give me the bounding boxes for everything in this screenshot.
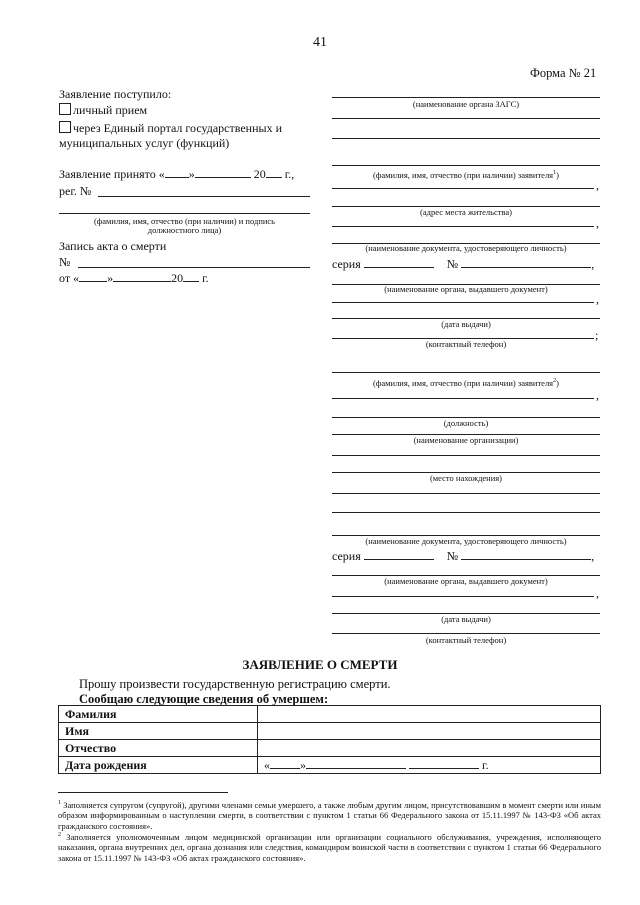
- record-no-field[interactable]: [78, 267, 310, 268]
- official-signature-caption-2: должностного лица): [147, 225, 222, 235]
- phone2-field[interactable]: [332, 633, 600, 634]
- applicant1-field[interactable]: [332, 165, 600, 166]
- reg-field[interactable]: [98, 196, 310, 197]
- table-row: [59, 757, 601, 774]
- row-label: Отчество: [59, 740, 258, 757]
- issuer1-caption: (наименование органа, выдавшего документ): [384, 284, 548, 294]
- name-field[interactable]: [258, 723, 601, 740]
- applicant2-field[interactable]: [332, 372, 600, 373]
- checkbox-personal[interactable]: [59, 103, 71, 115]
- issue-date2-caption: (дата выдачи): [441, 614, 491, 624]
- birthdate-field[interactable]: « » г.: [258, 757, 601, 774]
- org-field-2[interactable]: [332, 455, 600, 456]
- checkbox-portal[interactable]: [59, 121, 71, 133]
- footnote-1: $^1$ Заполняется супругом (супругой), другими членами семьи умершего, а также любым другим лицом, присутствовавшим в момент смерти или иным образом информированным о наступлении смерти, в соответствии с пунктом 1 статьи 66 Федерального закона от 15.11.1997 № 143-ФЗ «Об актах гражданского состояния».: [58, 799, 601, 831]
- org-caption: (наименование организации): [413, 435, 519, 445]
- official-signature-line[interactable]: [59, 213, 310, 214]
- request-text: Прошу произвести государственную регистрацию смерти.: [79, 677, 391, 691]
- zags-field-2[interactable]: [332, 118, 600, 119]
- phone2-caption: (контактный телефон): [425, 635, 507, 645]
- surname-field[interactable]: [258, 706, 601, 723]
- option-portal[interactable]: через Единый портал государственных и: [59, 121, 282, 135]
- footnote-2: $^2$ Заполняется уполномоченным лицом медицинской организации или организации социального обслуживания, учреждения, исполняющего наказания, органа внутренних дел, органа дознания или следствия, командиром воинской части в соответствии с пунктом 1 статьи 66 Федерального закона от 15.11.1997 № 143-ФЗ «Об актах гражданского состояния».: [58, 831, 602, 863]
- option-personal[interactable]: личный прием: [59, 103, 147, 117]
- issuer1-field-2[interactable]: [332, 302, 594, 303]
- phone1-caption: (контактный телефон): [425, 339, 507, 349]
- accepted-month-field[interactable]: [195, 166, 251, 178]
- zags-caption: (наименование органа ЗАГС): [412, 99, 520, 109]
- applicant2-caption: (фамилия, имя, отчество (при наличии) заявителя$^2$): [373, 377, 559, 388]
- location-field-2[interactable]: [332, 493, 600, 494]
- issuer2-field-2[interactable]: [332, 596, 594, 597]
- record-no-label: №: [59, 255, 71, 269]
- position-caption: (должность): [443, 418, 489, 428]
- series2-field[interactable]: [364, 548, 434, 560]
- issuer2-caption: (наименование органа, выдавшего документ): [384, 576, 548, 586]
- form-number: Форма № 21: [530, 66, 597, 80]
- number2-field[interactable]: [461, 548, 591, 560]
- accepted-line: Заявление принято « » 20 г.,: [59, 167, 295, 181]
- page-title: ЗАЯВЛЕНИЕ О СМЕРТИ: [242, 657, 398, 672]
- official-signature-caption: (фамилия, имя, отчество (при наличии) и подпись: [93, 216, 276, 226]
- accepted-day-field[interactable]: [165, 166, 189, 178]
- location-caption: (место нахождения): [429, 473, 503, 483]
- applicant1-caption: (фамилия, имя, отчество (при наличии) заявителя$^1$): [373, 169, 559, 180]
- accepted-year-field[interactable]: [266, 166, 282, 178]
- series1-field[interactable]: [364, 256, 434, 268]
- issue-date1-caption: (дата выдачи): [441, 319, 491, 329]
- page-number: 41: [313, 35, 327, 50]
- report-text: Сообщаю следующие сведения об умершем:: [79, 692, 329, 706]
- series2-line: серия № ,: [332, 549, 595, 563]
- record-label: Запись акта о смерти: [59, 239, 167, 253]
- footnote-divider: [58, 792, 228, 793]
- doc2-caption: (наименование документа, удостоверяющего личность): [365, 536, 567, 546]
- patronymic-field[interactable]: [258, 740, 601, 757]
- row-label: Дата рождения: [59, 757, 258, 774]
- record-year-field[interactable]: [183, 270, 199, 282]
- record-month-field[interactable]: [113, 270, 171, 282]
- zags-field-3[interactable]: [332, 138, 600, 139]
- zags-field[interactable]: [332, 97, 600, 98]
- table-row: [59, 706, 601, 723]
- record-day-field[interactable]: [79, 270, 107, 282]
- table-row: [59, 723, 601, 740]
- applicant1-field-2[interactable]: [332, 188, 594, 189]
- row-label: Имя: [59, 723, 258, 740]
- table-row: [59, 740, 601, 757]
- doc1-caption: (наименование документа, удостоверяющего личность): [365, 243, 567, 253]
- address-field-2[interactable]: [332, 226, 594, 227]
- received-label: Заявление поступило:: [59, 87, 172, 101]
- series1-line: серия № ,: [332, 257, 595, 271]
- location-field-3[interactable]: [332, 512, 600, 513]
- applicant2-field-2[interactable]: [332, 398, 594, 399]
- deceased-info-table: [58, 705, 601, 774]
- address-caption: (адрес места жительства): [420, 207, 512, 217]
- record-date-line: от « » 20 г.: [59, 271, 209, 285]
- reg-label: рег. №: [59, 184, 92, 198]
- option-portal-line2: муниципальных услуг (функций): [59, 136, 230, 150]
- row-label: Фамилия: [59, 706, 258, 723]
- number1-field[interactable]: [461, 256, 591, 268]
